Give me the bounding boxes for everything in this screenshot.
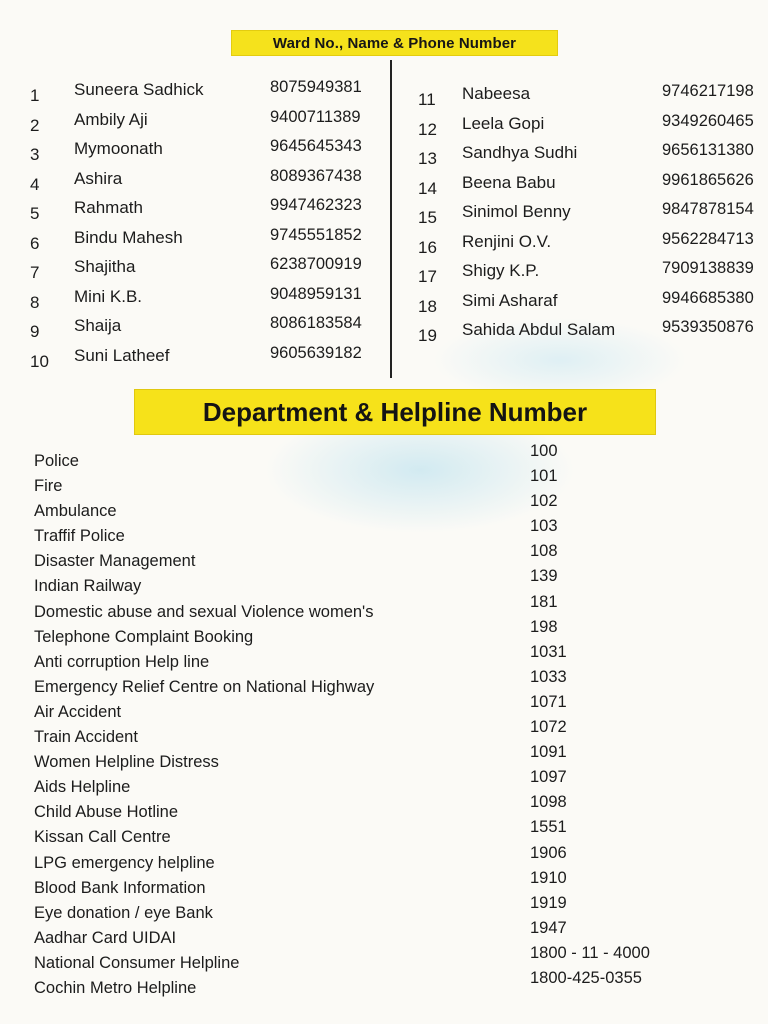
helpline-number: 103 xyxy=(530,517,558,536)
phone-number: 9946685380 xyxy=(662,288,754,307)
ward-number: 3 xyxy=(30,145,40,164)
ward-number: 4 xyxy=(30,174,40,194)
phone-number: 9048959131 xyxy=(270,284,362,303)
helpline-number: 1071 xyxy=(530,692,567,711)
phone-number: 9562284713 xyxy=(662,229,754,248)
department-name: Blood Bank Information xyxy=(34,878,206,897)
ward-number: 2 xyxy=(30,115,40,135)
member-name: Shajitha xyxy=(74,257,136,276)
ward-number: 6 xyxy=(30,233,40,253)
ward-number: 18 xyxy=(418,296,437,316)
helpline-number: 1800 - 11 - 4000 xyxy=(530,943,650,962)
department-name: Traffif Police xyxy=(34,527,125,546)
member-name: Sahida Abdul Salam xyxy=(462,320,616,339)
member-name: Simi Asharaf xyxy=(462,290,558,310)
helpline-row xyxy=(34,818,734,849)
department-name: National Consumer Helpline xyxy=(34,953,240,972)
helpline-number: 101 xyxy=(530,467,558,486)
phone-number: 7909138839 xyxy=(662,259,754,277)
member-name: Rahmath xyxy=(74,198,143,217)
department-name: Kissan Call Centre xyxy=(34,828,171,847)
helpline-row xyxy=(34,617,734,649)
member-name: Ambily Aji xyxy=(74,109,148,129)
phone-number: 9847878154 xyxy=(662,200,754,218)
phone-number: 9656131380 xyxy=(662,141,754,159)
member-name: Ashira xyxy=(74,168,123,188)
member-name: Nabeesa xyxy=(462,84,531,103)
department-name: LPG emergency helpline xyxy=(34,853,215,872)
helpline-row xyxy=(34,492,734,523)
helpline-list xyxy=(34,442,734,1000)
ward-number: 17 xyxy=(418,267,437,286)
department-name: Ambulance xyxy=(34,502,117,521)
department-section-title: Department & Helpline Number xyxy=(134,389,656,435)
helpline-row xyxy=(34,567,734,598)
ward-number: 16 xyxy=(418,237,437,257)
member-name: Shaija xyxy=(74,316,122,335)
phone-number: 8086183584 xyxy=(270,314,362,332)
department-name: Indian Railway xyxy=(34,577,142,596)
phone-number: 9645645343 xyxy=(270,137,362,155)
department-name: Police xyxy=(34,452,79,470)
phone-number: 9746217198 xyxy=(662,82,754,100)
member-name: Beena Babu xyxy=(462,172,556,192)
department-name: Emergency Relief Centre on National Highway xyxy=(34,677,375,696)
department-name: Telephone Complaint Booking xyxy=(34,627,254,646)
ward-number: 7 xyxy=(30,263,40,282)
ward-number: 9 xyxy=(30,322,40,341)
column-divider xyxy=(390,60,392,378)
helpline-row xyxy=(34,968,734,1000)
helpline-row xyxy=(34,893,734,925)
phone-number: 9605639182 xyxy=(270,343,362,362)
member-name: Renjini O.V. xyxy=(462,231,552,251)
phone-number: 9349260465 xyxy=(662,111,754,130)
helpline-row xyxy=(34,517,734,548)
member-name: Suni Latheef xyxy=(74,345,170,365)
department-name: Aids Helpline xyxy=(34,778,131,797)
department-name: Fire xyxy=(34,477,63,496)
helpline-row xyxy=(34,442,734,473)
helpline-number: 108 xyxy=(530,542,558,561)
ward-number: 19 xyxy=(418,326,437,345)
department-name: Disaster Management xyxy=(34,552,196,571)
helpline-number: 102 xyxy=(530,492,558,511)
department-name: Eye donation / eye Bank xyxy=(34,903,213,922)
helpline-number: 198 xyxy=(530,617,558,636)
ward-number: 15 xyxy=(418,208,437,227)
helpline-number: 1033 xyxy=(530,667,567,686)
department-name: Air Accident xyxy=(34,702,122,721)
helpline-row xyxy=(34,743,734,774)
phone-number: 8075949381 xyxy=(270,78,362,96)
helpline-number: 1800-425-0355 xyxy=(530,968,642,987)
phone-number: 9539350876 xyxy=(662,318,754,336)
helpline-number: 1910 xyxy=(530,868,567,887)
member-name: Leela Gopi xyxy=(462,113,545,133)
department-name: Aadhar Card UIDAI xyxy=(34,928,177,947)
ward-number: 13 xyxy=(418,149,437,168)
helpline-row xyxy=(34,692,734,724)
helpline-row xyxy=(34,718,734,749)
department-name: Women Helpline Distress xyxy=(34,753,219,772)
helpline-number: 181 xyxy=(530,592,558,611)
helpline-number: 1919 xyxy=(530,893,567,912)
ward-number: 14 xyxy=(418,178,437,198)
helpline-number: 139 xyxy=(530,567,558,586)
helpline-row xyxy=(34,642,734,674)
ward-number: 10 xyxy=(30,351,49,371)
helpline-number: 1091 xyxy=(530,743,567,762)
member-name: Shigy K.P. xyxy=(462,261,540,280)
helpline-row xyxy=(34,542,734,573)
ward-number: 1 xyxy=(30,86,40,105)
ward-number: 11 xyxy=(418,90,436,109)
helpline-number: 100 xyxy=(530,442,558,460)
member-name: Suneera Sadhick xyxy=(74,80,204,99)
ward-number: 12 xyxy=(418,119,437,139)
phone-number: 9947462323 xyxy=(270,196,362,214)
helpline-number: 1072 xyxy=(530,718,567,737)
helpline-number: 1097 xyxy=(530,768,567,787)
helpline-row xyxy=(34,467,734,498)
helpline-row xyxy=(34,868,734,900)
ward-number: 8 xyxy=(30,292,40,312)
member-name: Mymoonath xyxy=(74,139,163,158)
helpline-number: 1551 xyxy=(530,818,567,837)
member-name: Sinimol Benny xyxy=(462,202,571,221)
phone-number: 8089367438 xyxy=(270,166,362,185)
department-name: Domestic abuse and sexual Violence women's xyxy=(34,602,374,621)
department-name: Cochin Metro Helpline xyxy=(34,978,197,997)
department-name: Child Abuse Hotline xyxy=(34,803,179,822)
department-name: Train Accident xyxy=(34,728,138,747)
member-name: Bindu Mahesh xyxy=(74,227,183,247)
helpline-row xyxy=(34,843,734,875)
member-name: Mini K.B. xyxy=(74,286,143,306)
helpline-number: 1031 xyxy=(530,642,567,661)
phone-number: 9961865626 xyxy=(662,170,754,189)
ward-number: 5 xyxy=(30,204,40,223)
helpline-row xyxy=(34,793,734,824)
helpline-number: 1906 xyxy=(530,843,567,862)
helpline-number: 1947 xyxy=(530,918,567,937)
helpline-number: 1098 xyxy=(530,793,567,812)
phone-number: 9745551852 xyxy=(270,225,362,244)
helpline-row xyxy=(34,667,734,699)
helpline-row xyxy=(34,592,734,624)
helpline-row xyxy=(34,768,734,799)
ward-section-title: Ward No., Name & Phone Number xyxy=(231,30,558,56)
department-name: Anti corruption Help line xyxy=(34,652,210,671)
member-name: Sandhya Sudhi xyxy=(462,143,578,162)
phone-number: 6238700919 xyxy=(270,255,362,273)
phone-number: 9400711389 xyxy=(270,107,361,126)
